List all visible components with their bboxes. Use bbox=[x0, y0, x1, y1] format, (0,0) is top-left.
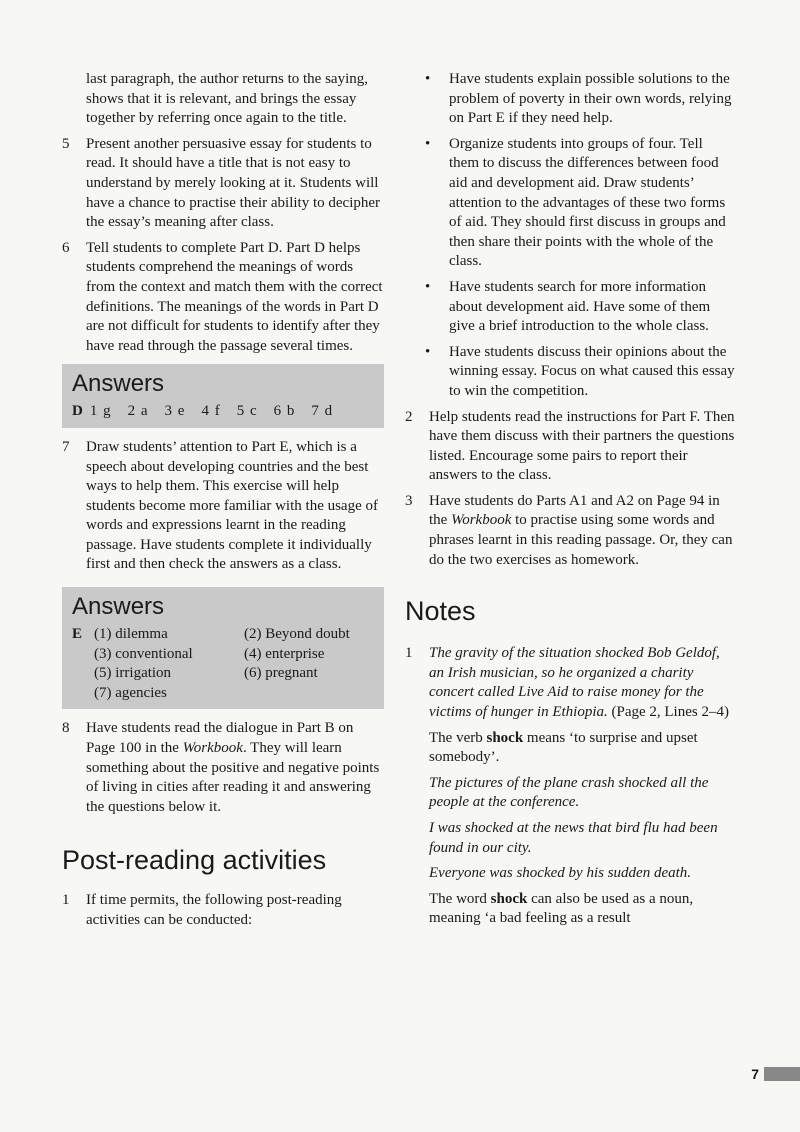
note-verb-explanation: The verb shock means ‘to surprise and upset somebody’. bbox=[429, 729, 698, 766]
answers-e-heading: Answers bbox=[72, 593, 165, 621]
list-item-6: 6 Tell students to complete Part D. Part D helps students comprehend the meanings of words from the context and match them with the correct definitions. The meanings of the words in Part D are not difficult for students to identify after they have read through the passage several times. bbox=[62, 239, 383, 354]
answer-e-5: (5) irrigation bbox=[94, 665, 172, 682]
page-number: 7 bbox=[751, 1066, 759, 1082]
note-quote: The gravity of the situation shocked Bob Geldof, an Irish musician, so he organized a charity concert called Live Aid to raise money for the victims of hunger in Ethiopia. bbox=[429, 645, 720, 721]
answers-e-label: E bbox=[72, 626, 83, 643]
list-item-8: 8 Have students read the dialogue in Part B on Page 100 in the Workbook. They will learn something about the positive and negative points of living in cities after reading it and answering the questions below it. bbox=[62, 720, 380, 815]
answer-d-3: 3 e bbox=[164, 403, 186, 420]
post-item-2: 2 Help students read the instructions for Part F. Then have them discuss with their partners the questions listed. Encourage some pairs to report their answers to the class. bbox=[405, 408, 735, 484]
note-example: Everyone was shocked by his sudden death. bbox=[429, 865, 692, 882]
note-ref: (Page 2, Lines 2–4) bbox=[611, 704, 729, 721]
answers-d-row bbox=[72, 402, 374, 422]
note-noun-explanation: The word shock can also be used as a noun, meaning ‘a bad feeling as a result bbox=[429, 890, 694, 927]
list-item-7: 7 Draw students’ attention to Part E, which is a speech about developing countries and the best ways to help them. This exercise will help students become more familiar with the usage of words and expressions learnt in the reading passage. Have students complete it individually first and then check the answers as a class. bbox=[62, 438, 378, 573]
intro-continuation: last paragraph, the author returns to the saying, shows that it is relevant, and brings the essay together by referring once again to the title. bbox=[86, 71, 368, 127]
notes-title: Notes bbox=[405, 596, 476, 627]
bullet-item: • Organize students into groups of four. Tell them to discuss the differences between food aid and development aid. Draw students’ attention to the advantages of these two forms of aid. They should first discuss in groups and then share their points with the whole of the class. bbox=[425, 135, 735, 272]
bullet-dot: • bbox=[425, 343, 431, 360]
answer-d-4: 4 f bbox=[201, 403, 221, 420]
answers-e-grid bbox=[94, 625, 394, 703]
post-item-1: 1 If time permits, the following post-reading activities can be conducted: bbox=[62, 892, 342, 928]
answer-d-2: 2 a bbox=[127, 403, 149, 420]
list-item-5: 5 Present another persuasive essay for students to read. It should have a title that is not easy to understand by merely looking at it. Students will have a chance to practise their ability to decipher the essay’s meaning after class. bbox=[62, 135, 381, 231]
bullet-item: • Have students search for more information about development aid. Have some of them give a brief introduction to the whole class. bbox=[425, 278, 735, 337]
answer-e-3: (3) conventional bbox=[94, 645, 193, 662]
answer-d-6: 6 b bbox=[273, 403, 296, 420]
bullet-item: • Have students discuss their opinions about the winning essay. Focus on what caused this essay to win the competition. bbox=[425, 343, 735, 402]
bullet-dot: • bbox=[425, 71, 431, 87]
answers-e-box bbox=[62, 587, 384, 709]
answers-d-label: D bbox=[72, 403, 84, 420]
left-column bbox=[62, 70, 384, 937]
post-reading-title: Post-reading activities bbox=[62, 845, 327, 876]
answer-d-5: 5 c bbox=[236, 403, 258, 420]
answer-e-1: (1) dilemma bbox=[94, 626, 168, 643]
post-item-3: 3 Have students do Parts A1 and A2 on Page 94 in the Workbook to practise using some words and phrases learnt in this reading passage. Or, they can do the two exercises as homework. bbox=[405, 492, 733, 568]
answer-e-4: (4) enterprise bbox=[244, 645, 325, 662]
bullet-item: • Have students explain possible solutions to the problem of poverty in their own words, relying on Part E if they need help. bbox=[425, 70, 735, 129]
page-tab-bar bbox=[764, 1067, 800, 1081]
answer-d-7: 7 d bbox=[311, 403, 334, 420]
answers-d-heading: Answers bbox=[72, 370, 165, 398]
answer-e-6: (6) pregnant bbox=[244, 665, 318, 682]
answers-d-box bbox=[62, 364, 384, 428]
bullet-dot: • bbox=[425, 135, 431, 152]
note-1: 1 The gravity of the situation shocked Bob Geldof, an Irish musician, so he organized a charity concert called Live Aid to raise money for the victims of hunger in Ethiopia. (Page 2, Lines 2–4) bbox=[405, 645, 729, 721]
page-footer bbox=[751, 1066, 800, 1082]
note-example: The pictures of the plane crash shocked all the people at the conference. bbox=[429, 774, 709, 811]
answer-e-7: (7) agencies bbox=[94, 684, 167, 701]
bullet-dot: • bbox=[425, 278, 431, 295]
answer-d-1: 1 g bbox=[89, 403, 112, 420]
right-column bbox=[405, 70, 735, 935]
note-example: I was shocked at the news that bird flu had been found in our city. bbox=[429, 820, 718, 856]
answers-e-row bbox=[72, 625, 374, 703]
answer-e-2: (2) Beyond doubt bbox=[244, 626, 350, 643]
